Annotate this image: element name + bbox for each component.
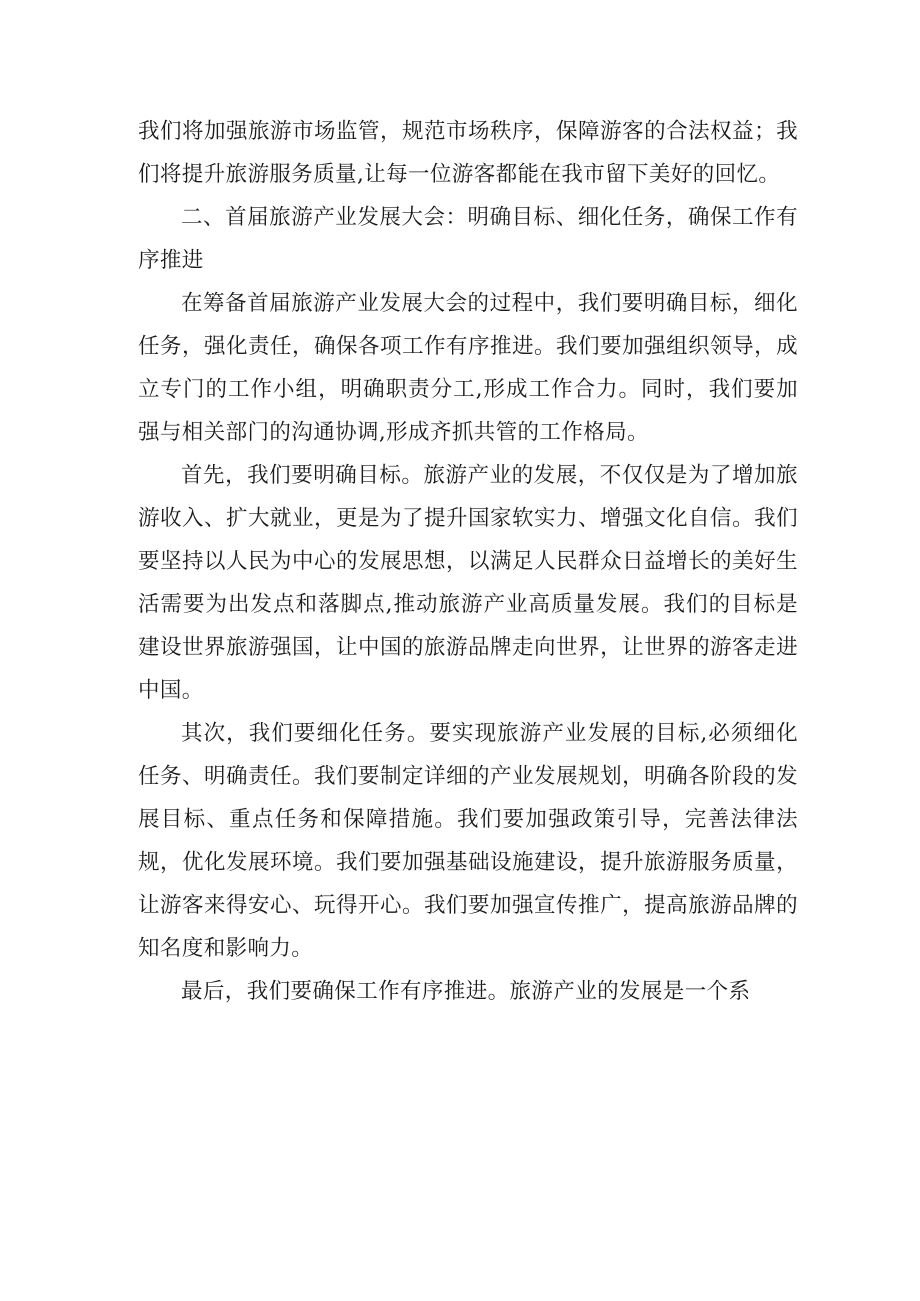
paragraph-progress: 最后，我们要确保工作有序推进。旅游产业的发展是一个系 — [181, 979, 751, 1004]
paragraph-tasks: 其次，我们要细化任务。要实现旅游产业发展的目标,必须细化任务、明确责任。我们要制定详细的产业发展规划，明确各阶段的发展目标、重点任务和保障措施。我们要加强政策引导，完善法律法规，优化发展环境。我们要加强基础设施建设，提升旅游服务质量，让游客来得安心、玩得开心。我们要加强宣传推广，提高旅游品牌的知名度和影响力。 — [138, 721, 798, 961]
section-heading: 二、首届旅游产业发展大会：明确目标、细化任务，确保工作有序推进 — [138, 205, 798, 273]
paragraph-preparation: 在筹备首届旅游产业发展大会的过程中，我们要明确目标，细化任务，强化责任，确保各项工作有序推进。我们要加强组织领导，成立专门的工作小组，明确职责分工,形成工作合力。同时，我们要加强与相关部门的沟通协调,形成齐抓共管的工作格局。 — [138, 291, 798, 445]
paragraph-goals: 首先，我们要明确目标。旅游产业的发展，不仅仅是为了增加旅游收入、扩大就业，更是为了提升国家软实力、增强文化自信。我们要坚持以人民为中心的发展思想，以满足人民群众日益增长的美好生活需要为出发点和落脚点,推动旅游产业高质量发展。我们的目标是建设世界旅游强国，让中国的旅游品牌走向世界，让世界的游客走进中国。 — [138, 463, 798, 703]
paragraph-continued: 我们将加强旅游市场监管，规范市场秩序，保障游客的合法权益；我们将提升旅游服务质量,让每一位游客都能在我市留下美好的回忆。 — [138, 119, 798, 187]
document-body — [138, 110, 798, 1013]
